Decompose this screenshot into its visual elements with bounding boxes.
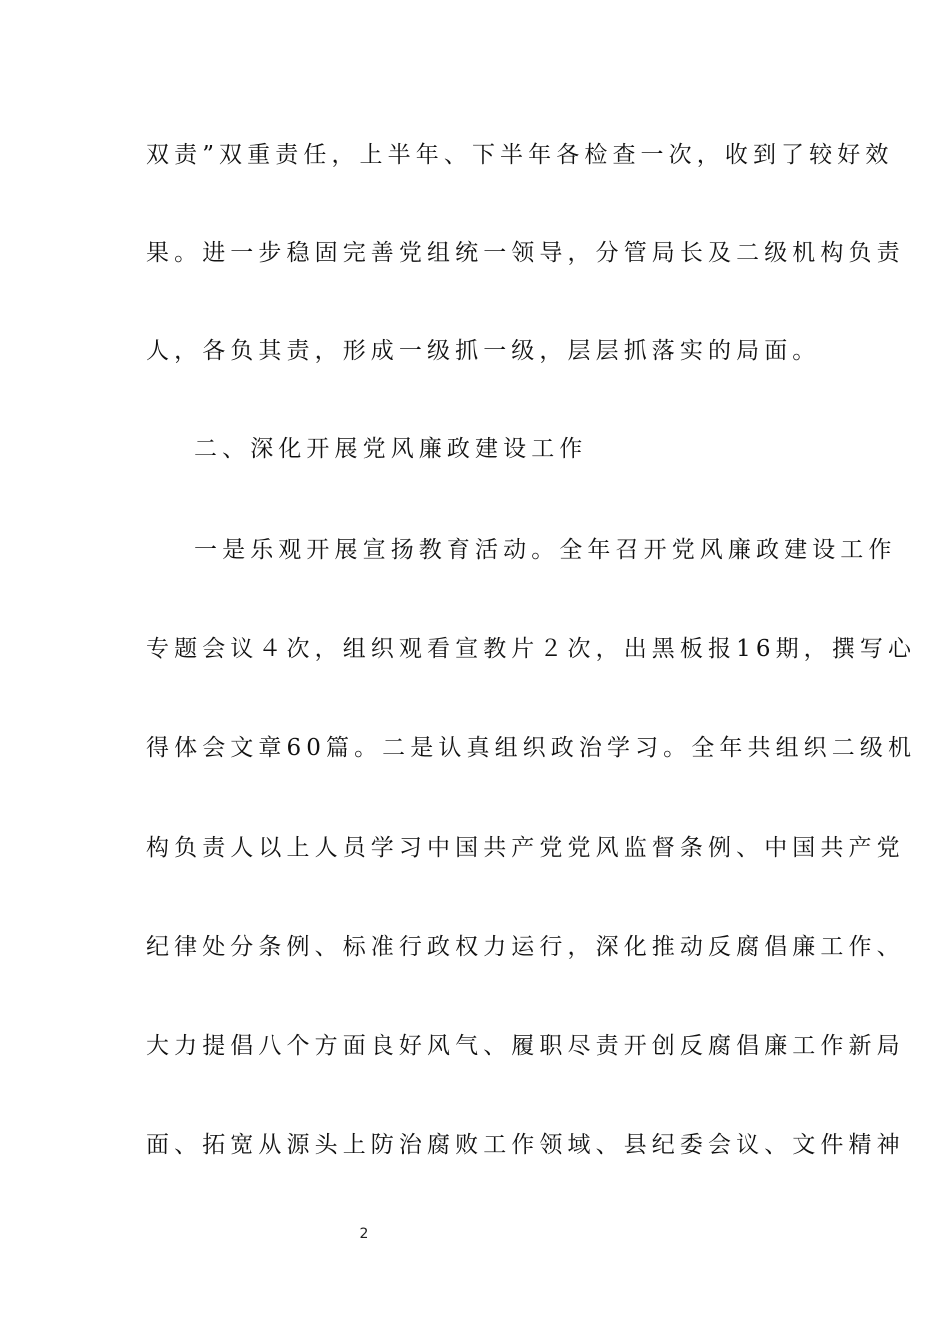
- text-line: 面、拓宽从源头上防治腐败工作领域、县纪委会议、文件精神: [146, 1132, 905, 1158]
- text-line: 大力提倡八个方面良好风气、履职尽责开创反腐倡廉工作新局: [146, 1033, 905, 1059]
- page-number: 2: [359, 1226, 369, 1242]
- text-line: 双责”双重责任，上半年、下半年各检查一次，收到了较好效: [146, 142, 894, 168]
- text-line: 专题会议４次，组织观看宣教片２次，出黑板报16期，撰写心: [146, 636, 917, 662]
- text-line: 纪律处分条例、标准行政权力运行，深化推动反腐倡廉工作、: [146, 934, 905, 960]
- text-line: 一是乐观开展宣扬教育活动。全年召开党风廉政建设工作: [194, 537, 897, 563]
- text-line: 构负责人以上人员学习中国共产党党风监督条例、中国共产党: [146, 835, 905, 861]
- section-heading: 二、深化开展党风廉政建设工作: [194, 436, 588, 462]
- text-line: 得体会文章60篇。二是认真组织政治学习。全年共组织二级机: [146, 735, 917, 761]
- text-line: 果。进一步稳固完善党组统一领导，分管局长及二级机构负责: [146, 240, 905, 266]
- text-line: 人，各负其责，形成一级抓一级，层层抓落实的局面。: [146, 338, 821, 364]
